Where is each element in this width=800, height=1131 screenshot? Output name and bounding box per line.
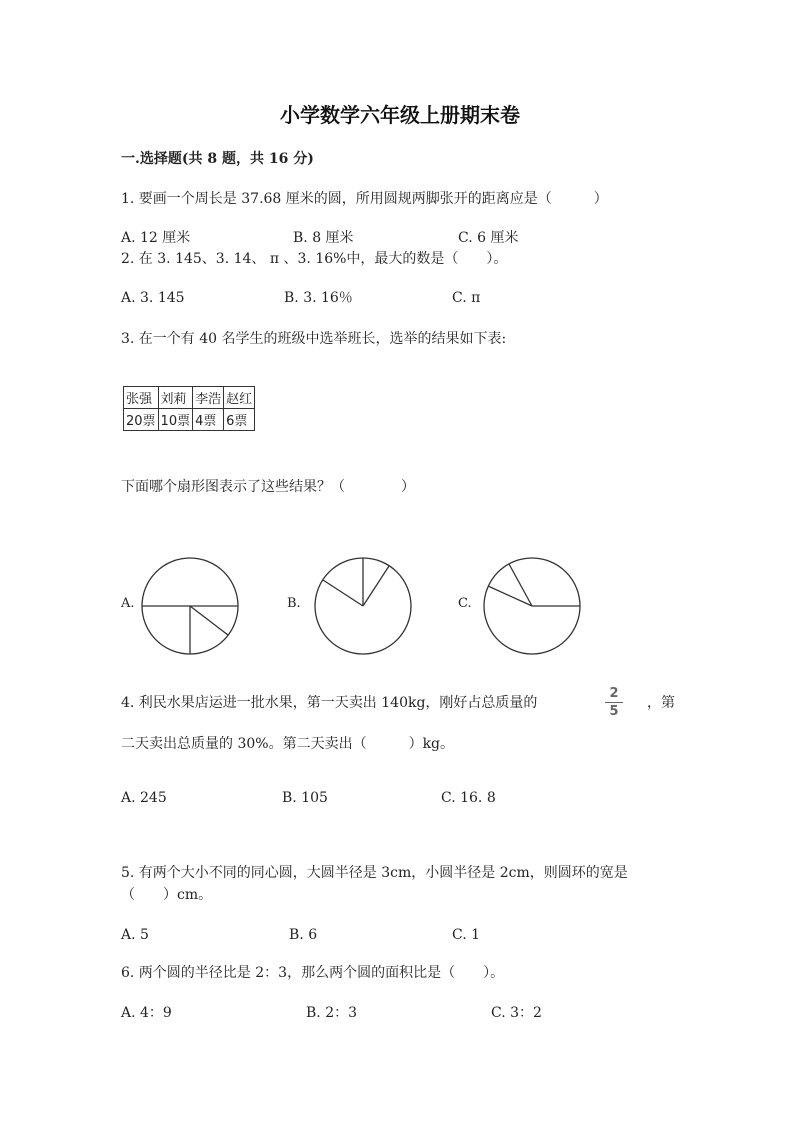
table-row (124, 387, 255, 409)
pie-c-divider (488, 586, 532, 606)
q1-option-c[interactable]: C. 6 厘米 (458, 230, 519, 246)
q1-option-b[interactable]: B. 8 厘米 (293, 230, 354, 246)
table-cell: 李浩 (193, 387, 224, 409)
table-cell: 20票 (124, 409, 159, 431)
table-cell: 4票 (193, 409, 224, 431)
table-cell: 赵红 (224, 387, 255, 409)
fraction-denominator: 5 (609, 704, 619, 719)
pie-c-label[interactable]: C. (458, 596, 472, 611)
pie-b-label[interactable]: B. (287, 596, 301, 611)
pie-chart-a[interactable] (140, 556, 240, 656)
q6-option-b[interactable]: B. 2：3 (306, 1005, 358, 1021)
q6-option-c[interactable]: C. 3：2 (491, 1005, 542, 1021)
q5-option-b[interactable]: B. 6 (289, 927, 318, 943)
q2-option-a[interactable]: A. 3. 145 (121, 290, 185, 306)
question-3-text: 3. 在一个有 40 名学生的班级中选举班长，选举的结果如下表: (121, 331, 507, 347)
q2-option-b[interactable]: B. 3. 16％ (284, 290, 353, 306)
q5-option-a[interactable]: A. 5 (121, 927, 149, 943)
question-4-text-line2: 二天卖出总质量的 30%。第二天卖出（ ）kg。 (121, 736, 455, 752)
q6-option-a[interactable]: A. 4：9 (121, 1005, 172, 1021)
pie-b-divider (363, 566, 389, 606)
page-title: 小学数学六年级上册期末卷 (280, 103, 520, 127)
q1-option-a[interactable]: A. 12 厘米 (121, 230, 191, 246)
q4-option-a[interactable]: A. 245 (121, 790, 167, 806)
table-row (124, 409, 255, 431)
question-5-text-line2: （ ）cm。 (121, 887, 213, 903)
pie-b-divider (323, 580, 363, 606)
q2-option-c[interactable]: C. π (452, 290, 481, 306)
table-cell: 张强 (124, 387, 159, 409)
pie-chart-c[interactable] (482, 556, 582, 656)
table-cell: 10票 (158, 409, 193, 431)
question-4-text: 4. 利民水果店运进一批水果，第一天卖出 140kg，刚好占总质量的 (121, 695, 538, 711)
table-cell: 刘莉 (158, 387, 193, 409)
pie-a-label[interactable]: A. (121, 596, 135, 611)
q4-option-c[interactable]: C. 16. 8 (441, 790, 496, 806)
question-5-text: 5. 有两个大小不同的同心圆，大圆半径是 3cm，小圆半径是 2cm，则圆环的宽是 (121, 865, 628, 881)
table-cell: 6票 (224, 409, 255, 431)
question-2-text: 2. 在 3. 145、3. 14、 π 、3. 16%中，最大的数是（ ）。 (121, 251, 508, 267)
q5-option-c[interactable]: C. 1 (452, 927, 481, 943)
q4-option-b[interactable]: B. 105 (282, 790, 328, 806)
fraction-two-fifths (605, 686, 623, 719)
question-1-text: 1. 要画一个周长是 37.68 厘米的圆，所用圆规两脚张开的距离应是（ ） (121, 191, 608, 207)
pie-c-divider (509, 564, 532, 606)
vote-table (123, 386, 255, 431)
pie-a-divider (190, 606, 228, 635)
section-heading: 一.选择题(共 8 题，共 16 分) (121, 151, 314, 167)
question-4-text-tail: ，第 (647, 695, 675, 711)
question-6-text: 6. 两个圆的半径比是 2：3，那么两个圆的面积比是（ ）。 (121, 965, 505, 981)
fraction-numerator: 2 (609, 686, 619, 701)
pie-chart-b[interactable] (313, 556, 413, 656)
fraction-bar (605, 702, 623, 703)
question-3-prompt: 下面哪个扇形图表示了这些结果？（ ） (121, 479, 415, 495)
